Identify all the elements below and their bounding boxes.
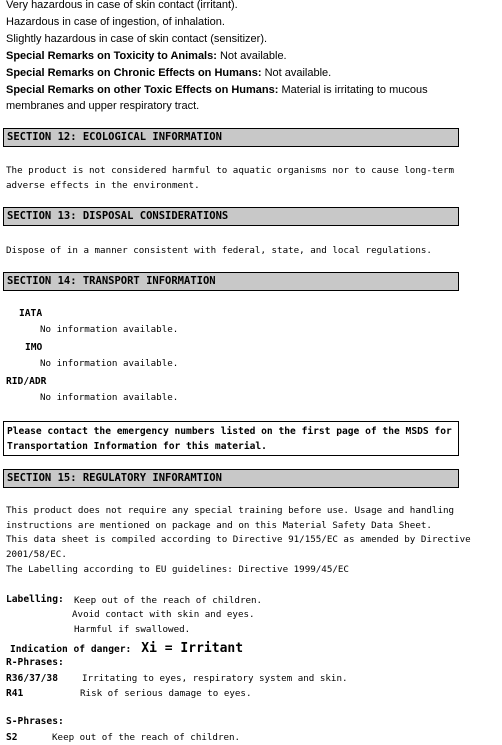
section-12-line-1: The product is not considered harmful to aquatic organisms nor to cause long-term [6,165,455,176]
section-12-heading: SECTION 12: ECOLOGICAL INFORMATION [3,128,459,147]
labelling-line-3: Harmful if swallowed. [74,624,191,635]
section-15-line-1: This product does not require any special training before use. Usage and handling [6,505,455,516]
danger-label: Indication of danger: [10,644,132,655]
remark-other-continued: membranes and upper respiratory tract. [6,100,200,112]
transport-rid-value: No information available. [40,392,179,403]
danger-indication [10,639,243,657]
toxicity-line-1: Very hazardous in case of skin contact (irritant). [6,0,238,11]
remark-chronic-label: Special Remarks on Chronic Effects on Humans: [6,67,262,79]
section-15-line-4: 2001/58/EC. [6,549,67,560]
r-phrase-code-1: R36/37/38 [6,673,58,684]
r-phrase-text-1: Irritating to eyes, respiratory system and skin. [82,673,348,684]
labelling-label: Labelling: [6,594,64,605]
section-13-line: Dispose of in a manner consistent with federal, state, and local regulations. [6,245,432,256]
toxicity-line-2: Hazardous in case of ingestion, of inhalation. [6,16,225,28]
transport-iata-value: No information available. [40,324,179,335]
s-phrase-code-1: S2 [6,732,18,743]
labelling-line-1: Keep out of the reach of children. [74,595,263,606]
transport-imo-value: No information available. [40,358,179,369]
section-15-line-3: This data sheet is compiled according to Directive 91/155/EC as amended by Directive [6,534,471,545]
r-phrases-label: R-Phrases: [6,657,64,668]
emergency-notice: Please contact the emergency numbers listed on the first page of the MSDS for Transportation Information for this material. [3,421,459,456]
remark-animals-text: Not available. [216,50,287,62]
toxicity-line-3: Slightly hazardous in case of skin contact (sensitizer). [6,33,268,45]
labelling-line-2: Avoid contact with skin and eyes. [72,609,255,620]
r-phrase-text-2: Risk of serious damage to eyes. [80,688,252,699]
transport-imo-label: IMO [25,342,43,353]
remark-other [6,84,428,96]
s-phrase-text-1: Keep out of the reach of children. [52,732,241,743]
danger-value: Xi = Irritant [141,641,244,656]
remark-animals [6,50,287,62]
remark-other-text: Material is irritating to mucous [278,84,428,96]
remark-chronic [6,67,331,79]
remark-animals-label: Special Remarks on Toxicity to Animals: [6,50,217,62]
section-15-line-2: instructions are mentioned on package and on this Material Safety Data Sheet. [6,520,432,531]
transport-rid-label: RID/ADR [6,376,47,387]
transport-iata-label: IATA [19,308,43,319]
section-15-line-5: The Labelling according to EU guidelines: Directive 1999/45/EC [6,564,349,575]
remark-other-label: Special Remarks on other Toxic Effects on Humans: [6,84,279,96]
section-13-heading: SECTION 13: DISPOSAL CONSIDERATIONS [3,207,459,226]
section-15-heading: SECTION 15: REGULATORY INFORAMTION [3,469,459,488]
s-phrases-label: S-Phrases: [6,716,64,727]
section-14-heading: SECTION 14: TRANSPORT INFORMATION [3,272,459,291]
r-phrase-code-2: R41 [6,688,24,699]
section-12-line-2: adverse effects in the environment. [6,180,200,191]
remark-chronic-text: Not available. [261,67,332,79]
